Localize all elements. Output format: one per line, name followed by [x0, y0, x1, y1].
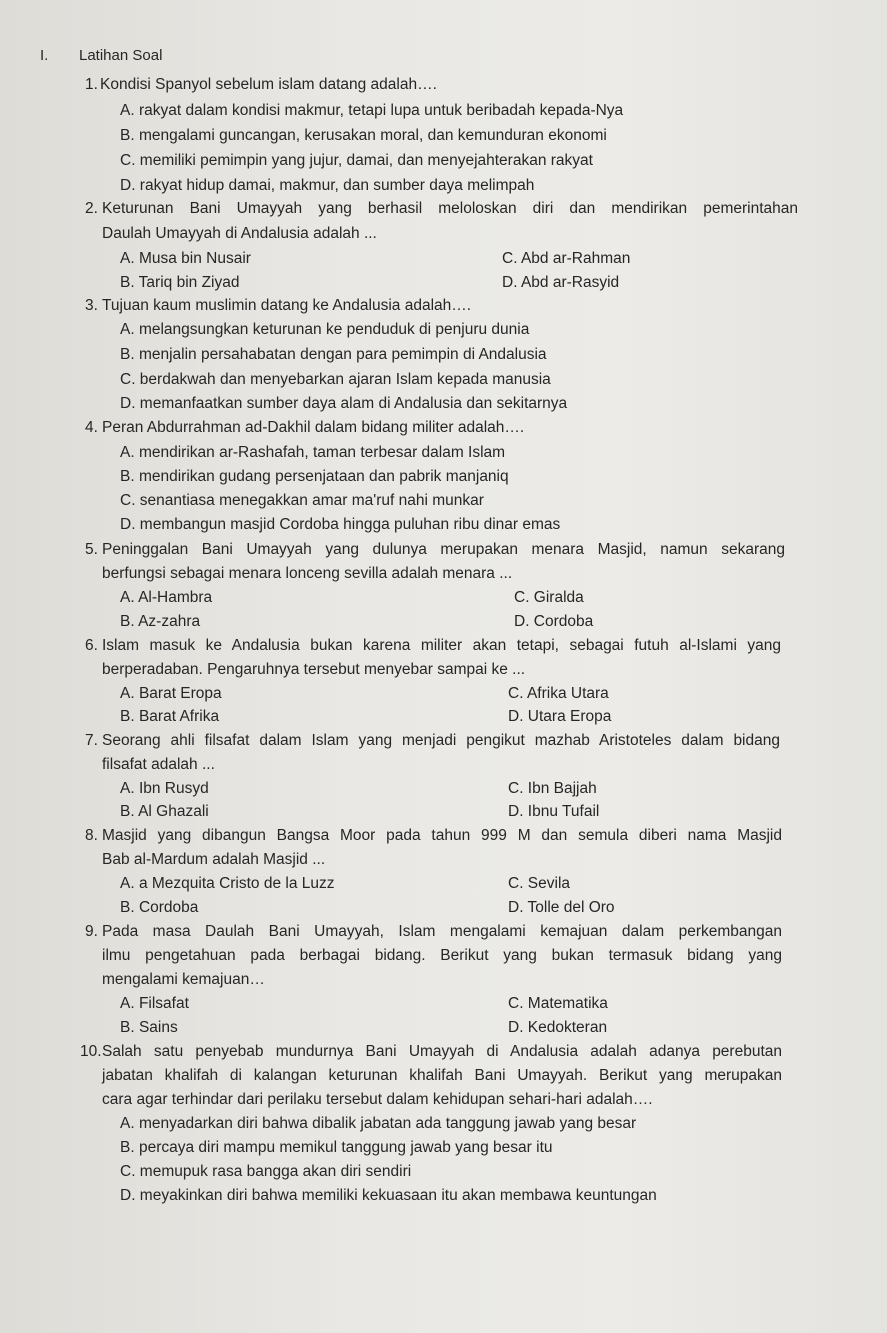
- question-10-text-line-3: cara agar terhindar dari perilaku tersebut dalam kehidupan sehari-hari adalah….: [102, 1091, 653, 1108]
- question-5-option-a: A. Al-Hambra: [120, 589, 213, 606]
- question-1-option-c: C. memiliki pemimpin yang jujur, damai, dan menyejahterakan rakyat: [120, 152, 593, 169]
- question-1-option-a: A. rakyat dalam kondisi makmur, tetapi lupa untuk beribadah kepada-Nya: [120, 102, 624, 119]
- question-2-text-line-1: Keturunan Bani Umayyah yang berhasil meloloskan diri dan mendirikan pemerintahan: [102, 200, 798, 217]
- question-5-number: 5.: [85, 541, 98, 558]
- question-6-option-c: C. Afrika Utara: [508, 685, 609, 702]
- question-7-number: 7.: [85, 732, 98, 749]
- question-9-option-b: B. Sains: [120, 1019, 178, 1036]
- question-2-option-c: C. Abd ar-Rahman: [502, 250, 631, 267]
- question-2-option-d: D. Abd ar-Rasyid: [502, 274, 620, 291]
- question-10-option-d: D. meyakinkan diri bahwa memiliki kekuasaan itu akan membawa keuntungan: [120, 1187, 657, 1204]
- question-4-number: 4.: [85, 419, 98, 436]
- question-6-text-line-1: Islam masuk ke Andalusia bukan karena militer akan tetapi, sebagai futuh al-Islami yang: [102, 637, 781, 654]
- question-4-option-c: C. senantiasa menegakkan amar ma'ruf nahi munkar: [120, 492, 484, 509]
- question-7-text-line-2: filsafat adalah ...: [102, 756, 215, 773]
- question-6-option-b: B. Barat Afrika: [120, 708, 220, 725]
- question-8-option-a: A. a Mezquita Cristo de la Luzz: [120, 875, 335, 892]
- question-3-option-a: A. melangsungkan keturunan ke penduduk di penjuru dunia: [120, 321, 530, 338]
- question-9-text-line-2: ilmu pengetahuan pada berbagai bidang. Berikut yang bukan termasuk bidang yang: [102, 947, 782, 964]
- question-7-option-b: B. Al Ghazali: [120, 803, 209, 820]
- question-9-option-c: C. Matematika: [508, 995, 608, 1012]
- question-8-number: 8.: [85, 827, 98, 844]
- question-1-option-d: D. rakyat hidup damai, makmur, dan sumber daya melimpah: [120, 177, 535, 194]
- question-10-option-b: B. percaya diri mampu memikul tanggung jawab yang besar itu: [120, 1139, 553, 1156]
- question-7-option-a: A. Ibn Rusyd: [120, 780, 209, 797]
- question-10-number: 10.: [80, 1043, 102, 1060]
- question-2-text-line-2: Daulah Umayyah di Andalusia adalah ...: [102, 225, 377, 242]
- question-3-option-c: C. berdakwah dan menyebarkan ajaran Islam kepada manusia: [120, 371, 551, 388]
- question-10-text-line-2: jabatan khalifah di kalangan keturunan khalifah Bani Umayyah. Berikut yang merupakan: [102, 1067, 782, 1084]
- question-9-option-d: D. Kedokteran: [508, 1019, 608, 1036]
- question-2-option-a: A. Musa bin Nusair: [120, 250, 251, 267]
- question-4-option-d: D. membangun masjid Cordoba hingga puluhan ribu dinar emas: [120, 516, 561, 533]
- question-9-text-line-1: Pada masa Daulah Bani Umayyah, Islam mengalami kemajuan dalam perkembangan: [102, 923, 782, 940]
- question-2-option-b: B. Tariq bin Ziyad: [120, 274, 240, 291]
- question-4-option-a: A. mendirikan ar-Rashafah, taman terbesar dalam Islam: [120, 444, 506, 461]
- question-10-option-a: A. menyadarkan diri bahwa dibalik jabatan ada tanggung jawab yang besar: [120, 1115, 637, 1132]
- question-6-option-d: D. Utara Eropa: [508, 708, 612, 725]
- question-3-text: Tujuan kaum muslimin datang ke Andalusia adalah….: [102, 297, 472, 314]
- question-7-text-line-1: Seorang ahli filsafat dalam Islam yang menjadi pengikut mazhab Aristoteles dalam bidang: [102, 732, 780, 749]
- section-number: I.: [40, 47, 49, 64]
- question-5-option-b: B. Az-zahra: [120, 613, 201, 630]
- question-4-text: Peran Abdurrahman ad-Dakhil dalam bidang militer adalah….: [102, 419, 525, 436]
- question-5-option-d: D. Cordoba: [514, 613, 594, 630]
- question-8-option-b: B. Cordoba: [120, 899, 199, 916]
- question-6-number: 6.: [85, 637, 98, 654]
- question-5-option-c: C. Giralda: [514, 589, 584, 606]
- question-3-option-b: B. menjalin persahabatan dengan para pemimpin di Andalusia: [120, 346, 547, 363]
- question-8-option-d: D. Tolle del Oro: [508, 899, 615, 916]
- question-1-option-b: B. mengalami guncangan, kerusakan moral, dan kemunduran ekonomi: [120, 127, 607, 144]
- question-1-number: 1.: [85, 76, 98, 93]
- question-5-text-line-1: Peninggalan Bani Umayyah yang dulunya merupakan menara Masjid, namun sekarang: [102, 541, 785, 558]
- question-8-option-c: C. Sevila: [508, 875, 571, 892]
- question-3-option-d: D. memanfaatkan sumber daya alam di Andalusia dan sekitarnya: [120, 395, 568, 412]
- question-5-text-line-2: berfungsi sebagai menara lonceng sevilla adalah menara ...: [102, 565, 513, 582]
- question-3-number: 3.: [85, 297, 98, 314]
- question-4-option-b: B. mendirikan gudang persenjataan dan pabrik manjaniq: [120, 468, 509, 485]
- question-9-number: 9.: [85, 923, 98, 940]
- question-7-option-d: D. Ibnu Tufail: [508, 803, 600, 820]
- question-8-text-line-2: Bab al-Mardum adalah Masjid ...: [102, 851, 326, 868]
- section-title: Latihan Soal: [79, 47, 163, 64]
- question-10-option-c: C. memupuk rasa bangga akan diri sendiri: [120, 1163, 412, 1180]
- question-2-number: 2.: [85, 200, 98, 217]
- question-10-text-line-1: Salah satu penyebab mundurnya Bani Umayyah di Andalusia adalah adanya perebutan: [102, 1043, 782, 1060]
- question-8-text-line-1: Masjid yang dibangun Bangsa Moor pada tahun 999 M dan semula diberi nama Masjid: [102, 827, 782, 844]
- question-7-option-c: C. Ibn Bajjah: [508, 780, 597, 797]
- question-9-text-line-3: mengalami kemajuan…: [102, 971, 265, 988]
- question-6-text-line-2: berperadaban. Pengaruhnya tersebut menyebar sampai ke ...: [102, 661, 526, 678]
- question-6-option-a: A. Barat Eropa: [120, 685, 222, 702]
- question-9-option-a: A. Filsafat: [120, 995, 189, 1012]
- question-1-text: Kondisi Spanyol sebelum islam datang adalah….: [100, 76, 437, 93]
